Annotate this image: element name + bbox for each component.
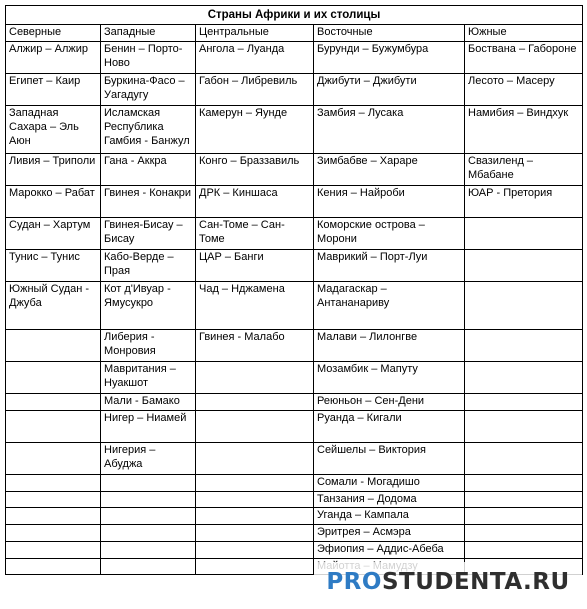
table-row [6,154,583,186]
table-cell [465,394,583,411]
table-cell: Исламская Республика Гамбия - Банжул [101,106,196,154]
table-cell [196,410,314,442]
table-cell [465,282,583,330]
table-cell [196,491,314,508]
column-header: Южные [465,25,583,42]
table-row [6,106,583,154]
table-cell: Чад – Нджамена [196,282,314,330]
table-cell [196,474,314,491]
table-cell [196,541,314,558]
table-cell [196,362,314,394]
countries-table [5,5,583,575]
table-cell: Сомали - Могадишо [314,474,465,491]
table-cell [6,525,101,542]
watermark-suffix: STUDENTA.RU [381,569,570,595]
title-row [6,6,583,25]
table-cell: Уганда – Кампала [314,508,465,525]
table-cell [6,410,101,442]
table-cell: Судан – Хартум [6,218,101,250]
column-header: Центральные [196,25,314,42]
table-cell: Джибути – Джибути [314,74,465,106]
table-title: Страны Африки и их столицы [6,6,583,25]
table-cell: ЮАР - Претория [465,186,583,218]
table-cell: Танзания – Додома [314,491,465,508]
table-row [6,186,583,218]
table-cell: Мадагаскар – Антананариву [314,282,465,330]
table-cell: Бурунди – Бужумбура [314,42,465,74]
table-row [6,541,583,558]
table-row [6,218,583,250]
watermark-prefix: PRO [326,569,382,595]
table-cell: Кот д'Ивуар - Ямусукро [101,282,196,330]
table-cell: Гана - Аккра [101,154,196,186]
table-cell: Замбия – Лусака [314,106,465,154]
table-cell: Западная Сахара – Эль Аюн [6,106,101,154]
table-cell: Мавритания – Нуакшот [101,362,196,394]
table-cell: Мозамбик – Мапуту [314,362,465,394]
watermark-text [326,569,569,595]
table-cell: Марокко – Рабат [6,186,101,218]
table-cell [196,442,314,474]
table-cell: ЦАР – Банги [196,250,314,282]
table-cell: Ливия – Триполи [6,154,101,186]
table-cell [6,474,101,491]
column-header: Северные [6,25,101,42]
table-cell: Южный Судан - Джуба [6,282,101,330]
table-cell: Нигер – Ниамей [101,410,196,442]
table-cell: Зимбабве – Хараре [314,154,465,186]
table-row [6,250,583,282]
table-cell [465,362,583,394]
table-cell [465,442,583,474]
table-cell [6,394,101,411]
table-cell: Тунис – Тунис [6,250,101,282]
table-cell: Сан-Томе – Сан-Томе [196,218,314,250]
table-cell: Либерия - Монровия [101,330,196,362]
table-row [6,362,583,394]
table-cell: Руанда – Кигали [314,410,465,442]
table-cell [6,541,101,558]
table-cell: Нигерия – Абуджа [101,442,196,474]
table-cell [465,218,583,250]
table-row [6,394,583,411]
column-header: Восточные [314,25,465,42]
table-cell [196,525,314,542]
table-cell: Египет – Каир [6,74,101,106]
table-cell [196,508,314,525]
table-cell [6,362,101,394]
table-cell [465,525,583,542]
table-body [6,42,583,575]
site-watermark [314,562,582,602]
table-cell [6,491,101,508]
header-row [6,25,583,42]
table-cell: Гвинея - Конакри [101,186,196,218]
table-row [6,410,583,442]
table-row [6,282,583,330]
table-cell: Мали - Бамако [101,394,196,411]
table-row [6,491,583,508]
column-header: Западные [101,25,196,42]
table-cell [101,558,196,575]
table-cell [465,410,583,442]
table-row [6,474,583,491]
table-cell: Бенин – Порто-Ново [101,42,196,74]
table-cell: Лесото – Масеру [465,74,583,106]
table-cell: Эритрея – Асмэра [314,525,465,542]
table-cell [101,508,196,525]
table-cell: Кения – Найроби [314,186,465,218]
table-cell [101,541,196,558]
table-cell: Ангола – Луанда [196,42,314,74]
table-cell [465,474,583,491]
table-cell: Конго – Браззавиль [196,154,314,186]
table-cell [465,250,583,282]
table-cell [465,508,583,525]
table-cell [6,558,101,575]
table-cell: Намибия – Виндхук [465,106,583,154]
table-row [6,508,583,525]
table-cell [101,474,196,491]
table-cell [196,558,314,575]
table-cell [6,442,101,474]
table-cell: Эфиопия – Аддис-Абеба [314,541,465,558]
table-cell [101,525,196,542]
table-cell [465,491,583,508]
table-row [6,525,583,542]
table-cell [465,330,583,362]
table-cell: Боствана – Габороне [465,42,583,74]
table-cell: Малави – Лилонгве [314,330,465,362]
table-cell: Свазиленд – Мбабане [465,154,583,186]
table-cell: Реюньон – Сен-Дени [314,394,465,411]
table-cell: Гвинея-Бисау – Бисау [101,218,196,250]
table-cell: Сейшелы – Виктория [314,442,465,474]
table-cell [6,508,101,525]
table-cell: Габон – Либревиль [196,74,314,106]
table-row [6,74,583,106]
table-cell: Маврикий – Порт-Луи [314,250,465,282]
table-cell: Коморские острова – Морони [314,218,465,250]
table-cell: Камерун – Яунде [196,106,314,154]
table-row [6,330,583,362]
table-cell [101,491,196,508]
table-row [6,42,583,74]
table-cell: Буркина-Фасо – Уагадугу [101,74,196,106]
table-cell: Гвинея - Малабо [196,330,314,362]
table-cell: ДРК – Киншаса [196,186,314,218]
table-cell: Кабо-Верде – Прая [101,250,196,282]
table-cell [6,330,101,362]
table-cell [465,541,583,558]
table-cell [196,394,314,411]
table-cell: Алжир – Алжир [6,42,101,74]
table-row [6,442,583,474]
